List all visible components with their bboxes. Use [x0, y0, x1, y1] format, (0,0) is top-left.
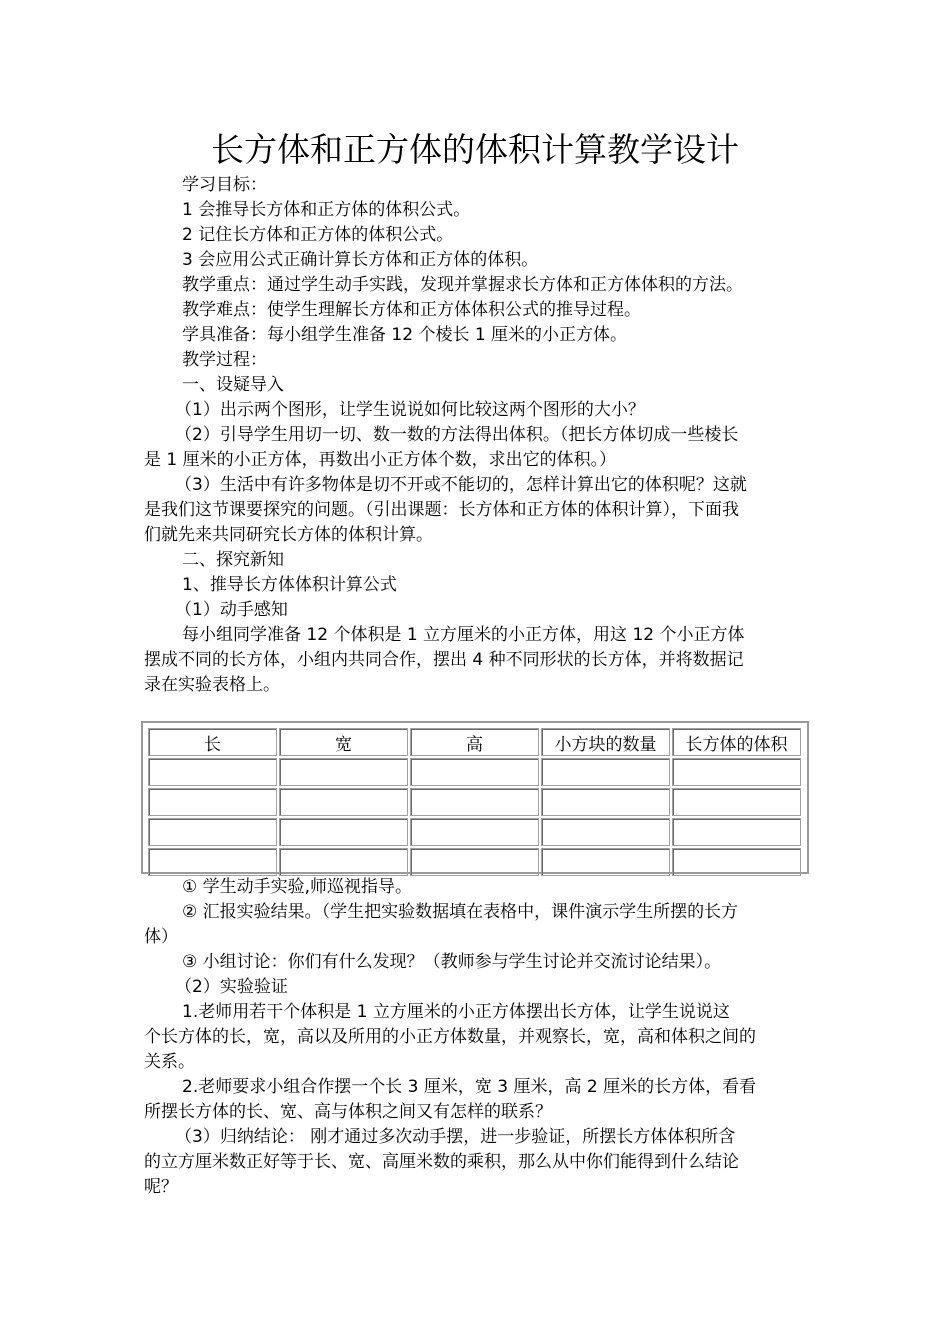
table-row: [148, 788, 801, 816]
document-title: 长方体和正方体的体积计算教学设计: [211, 130, 739, 169]
text-line: 一、设疑导入: [182, 375, 284, 395]
table-cell: [410, 788, 539, 816]
text-line: 所摆长方体的长、宽、高与体积之间又有怎样的联系？: [144, 1102, 552, 1122]
table-cell: [148, 818, 277, 846]
text-line: 教学过程：: [182, 350, 267, 370]
table-cell: [541, 848, 670, 876]
text-line: （2）实验验证: [175, 977, 288, 997]
table-cell: [541, 818, 670, 846]
table-row: [148, 848, 801, 876]
text-line: 是 1 厘米的小正方体，再数出小正方体个数，求出它的体积。）: [144, 450, 617, 470]
table-header-cell: 长方体的体积: [672, 728, 801, 756]
text-line: 教学难点：使学生理解长方体和正方体体积公式的推导过程。: [182, 300, 641, 320]
table-header-row: [148, 728, 801, 756]
text-line: 2 记住长方体和正方体的体积公式。: [182, 225, 454, 245]
text-line: 1.老师用若干个体积是 1 立方厘米的小正方体摆出长方体，让学生说说这: [182, 1002, 730, 1022]
text-line: 个长方体的长，宽，高以及所用的小正方体数量，并观察长，宽，高和体积之间的: [144, 1027, 756, 1047]
table-cell: [672, 758, 801, 786]
table-row: [148, 818, 801, 846]
table-cell: [672, 818, 801, 846]
table-cell: [410, 758, 539, 786]
text-line: 录在实验表格上。: [144, 675, 280, 695]
text-line: 3 会应用公式正确计算长方体和正方体的体积。: [182, 250, 539, 270]
text-line: 1、推导长方体体积计算公式: [182, 575, 397, 595]
table-cell: [148, 848, 277, 876]
text-line: 学具准备：每小组学生准备 12 个棱长 1 厘米的小正方体。: [182, 325, 628, 345]
text-line: 1 会推导长方体和正方体的体积公式。: [182, 200, 471, 220]
table-cell: [410, 848, 539, 876]
text-line: 们就先来共同研究长方体的体积计算。: [144, 525, 433, 545]
text-line: ① 学生动手实验,师巡视指导。: [182, 877, 413, 897]
text-line: （2）引导学生用切一切、数一数的方法得出体积。（把长方体切成一些棱长: [175, 425, 739, 445]
table-cell: [279, 788, 408, 816]
table-cell: [148, 788, 277, 816]
text-line: （3）生活中有许多物体是切不开或不能切的，怎样计算出它的体积呢？这就: [175, 475, 747, 495]
table-cell: [672, 848, 801, 876]
text-line: 2.老师要求小组合作摆一个长 3 厘米，宽 3 厘米，高 2 厘米的长方体，看看: [182, 1077, 757, 1097]
table-header-cell: 长: [148, 728, 277, 756]
text-line: 关系。: [144, 1052, 195, 1072]
table-cell: [410, 818, 539, 846]
text-line: 呢？: [144, 1177, 178, 1197]
table-cell: [148, 758, 277, 786]
text-line: （1）出示两个图形，让学生说说如何比较这两个图形的大小？: [175, 400, 645, 420]
text-line: 二、探究新知: [182, 550, 284, 570]
text-line: ② 汇报实验结果。（学生把实验数据填在表格中，课件演示学生所摆的长方: [182, 902, 739, 922]
text-line: 是我们这节课要探究的问题。（引出课题：长方体和正方体的体积计算），下面我: [144, 500, 739, 520]
text-line: 摆成不同的长方体，小组内共同合作，摆出 4 种不同形状的长方体，并将数据记: [144, 650, 744, 670]
table-cell: [541, 758, 670, 786]
text-line: 学习目标：: [182, 175, 267, 195]
text-line: 体）: [144, 927, 178, 947]
text-line: 教学重点：通过学生动手实践，发现并掌握求长方体和正方体体积的方法。: [182, 275, 743, 295]
table-cell: [279, 848, 408, 876]
table-row: [148, 758, 801, 786]
text-line: 的立方厘米数正好等于长、宽、高厘米数的乘积，那么从中你们能得到什么结论: [144, 1152, 739, 1172]
table-cell: [672, 788, 801, 816]
table-cell: [279, 818, 408, 846]
table-cell: [279, 758, 408, 786]
text-line: ③ 小组讨论：你们有什么发现？（教师参与学生讨论并交流讨论结果）。: [182, 952, 722, 972]
experiment-table: [141, 721, 809, 874]
table-header-cell: 高: [410, 728, 539, 756]
table-cell: [541, 788, 670, 816]
text-line: 每小组同学准备 12 个体积是 1 立方厘米的小正方体，用这 12 个小正方体: [182, 625, 745, 645]
table-header-cell: 小方块的数量: [541, 728, 670, 756]
table-header-cell: 宽: [279, 728, 408, 756]
text-line: （1）动手感知: [175, 600, 288, 620]
text-line: （3）归纳结论： 刚才通过多次动手摆，进一步验证，所摆长方体体积所含: [175, 1127, 736, 1147]
